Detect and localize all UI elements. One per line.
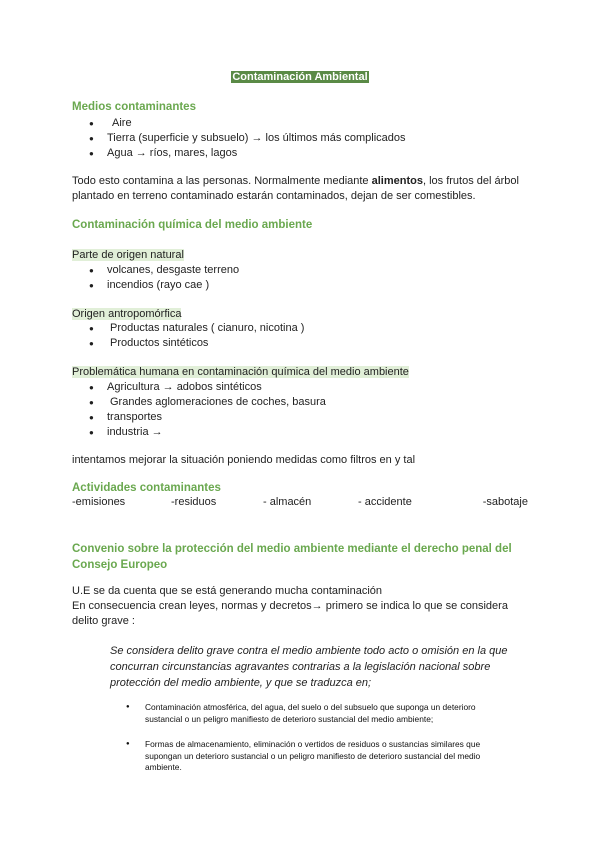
list-item: ● incendios (rayo cae ) <box>72 278 239 293</box>
actividad-item: - accidente <box>358 496 412 508</box>
actividad-item: - almacén <box>263 496 312 508</box>
delito-list-2 <box>145 739 515 774</box>
list-item: ● volcanes, desgaste terreno <box>72 263 239 278</box>
list-item: ● Tierra (superficie y subsuelo) → los últimos más complicados <box>72 131 406 146</box>
paragraph-intentamos: intentamos mejorar la situación poniendo medidas como filtros en y tal <box>72 454 416 466</box>
document-title: Contaminación Ambiental <box>232 71 368 83</box>
heading-contaminacion-quimica: Contaminación química del medio ambiente <box>72 219 313 231</box>
paragraph-alimentos: Todo esto contamina a las personas. Normalmente mediante alimentos, los frutos del árbol plantado en terreno contaminado estarán contaminados, dejan de ser comestibles. <box>72 175 519 202</box>
list-item: ● Productas naturales ( cianuro, nicotina ) <box>72 321 304 336</box>
actividad-item: -residuos <box>171 496 217 508</box>
list-item: ● transportes <box>72 410 326 425</box>
quote-delito-grave: Se considera delito grave contra el medio ambiente todo acto o omisión en la que concurran circunstancias agravantes contrarias a la legislación nacional sobre protección del medio ambiente, y que se traduzca en; <box>110 645 508 689</box>
list-item: ● Productos sintéticos <box>72 336 304 351</box>
medios-list <box>72 116 406 161</box>
paragraph-ue: U.E se da cuenta que se está generando mucha contaminación <box>72 585 383 597</box>
list-item: ● Agua → ríos, mares, lagos <box>72 146 406 161</box>
natural-list <box>72 263 239 293</box>
actividad-item: -emisiones <box>72 496 126 508</box>
actividades-row <box>72 496 528 511</box>
actividad-item: -sabotaje <box>482 496 528 508</box>
heading-actividades-contaminantes: Actividades contaminantes <box>72 482 221 494</box>
list-item: ● Agricultura → adobos sintéticos <box>72 380 326 395</box>
list-item: ● Grandes aglomeraciones de coches, basura <box>72 395 326 410</box>
label-problematica-humana: Problemática humana en contaminación química del medio ambiente <box>72 366 409 378</box>
heading-medios-contaminantes: Medios contaminantes <box>72 101 196 113</box>
list-item: ● Formas de almacenamiento, eliminación o vertidos de residuos o sustancias similares que supongan un deterioro sustancial o un peligro manifiesto de deterioro sustancial del medio ambiente. <box>145 739 515 774</box>
list-item: ● Contaminación atmosférica, del agua, del suelo o del subsuelo que suponga un deterioro sustancial o un peligro manifiesto de deterioro sustancial del medio ambiente; <box>145 702 515 725</box>
antropomorfica-list <box>72 321 304 351</box>
list-item: ● industria → <box>72 425 326 440</box>
problematica-list <box>72 380 326 440</box>
list-item: ● Aire <box>72 116 406 131</box>
heading-convenio: Convenio sobre la protección del medio ambiente mediante el derecho penal del Consejo Europeo <box>72 543 512 571</box>
label-origen-antropomorfica: Origen antropomórfica <box>72 308 182 320</box>
label-origen-natural: Parte de origen natural <box>72 249 184 261</box>
delito-list <box>145 702 515 725</box>
paragraph-consecuencia: En consecuencia crean leyes, normas y decretos→ primero se indica lo que se considera delito grave : <box>72 600 508 627</box>
